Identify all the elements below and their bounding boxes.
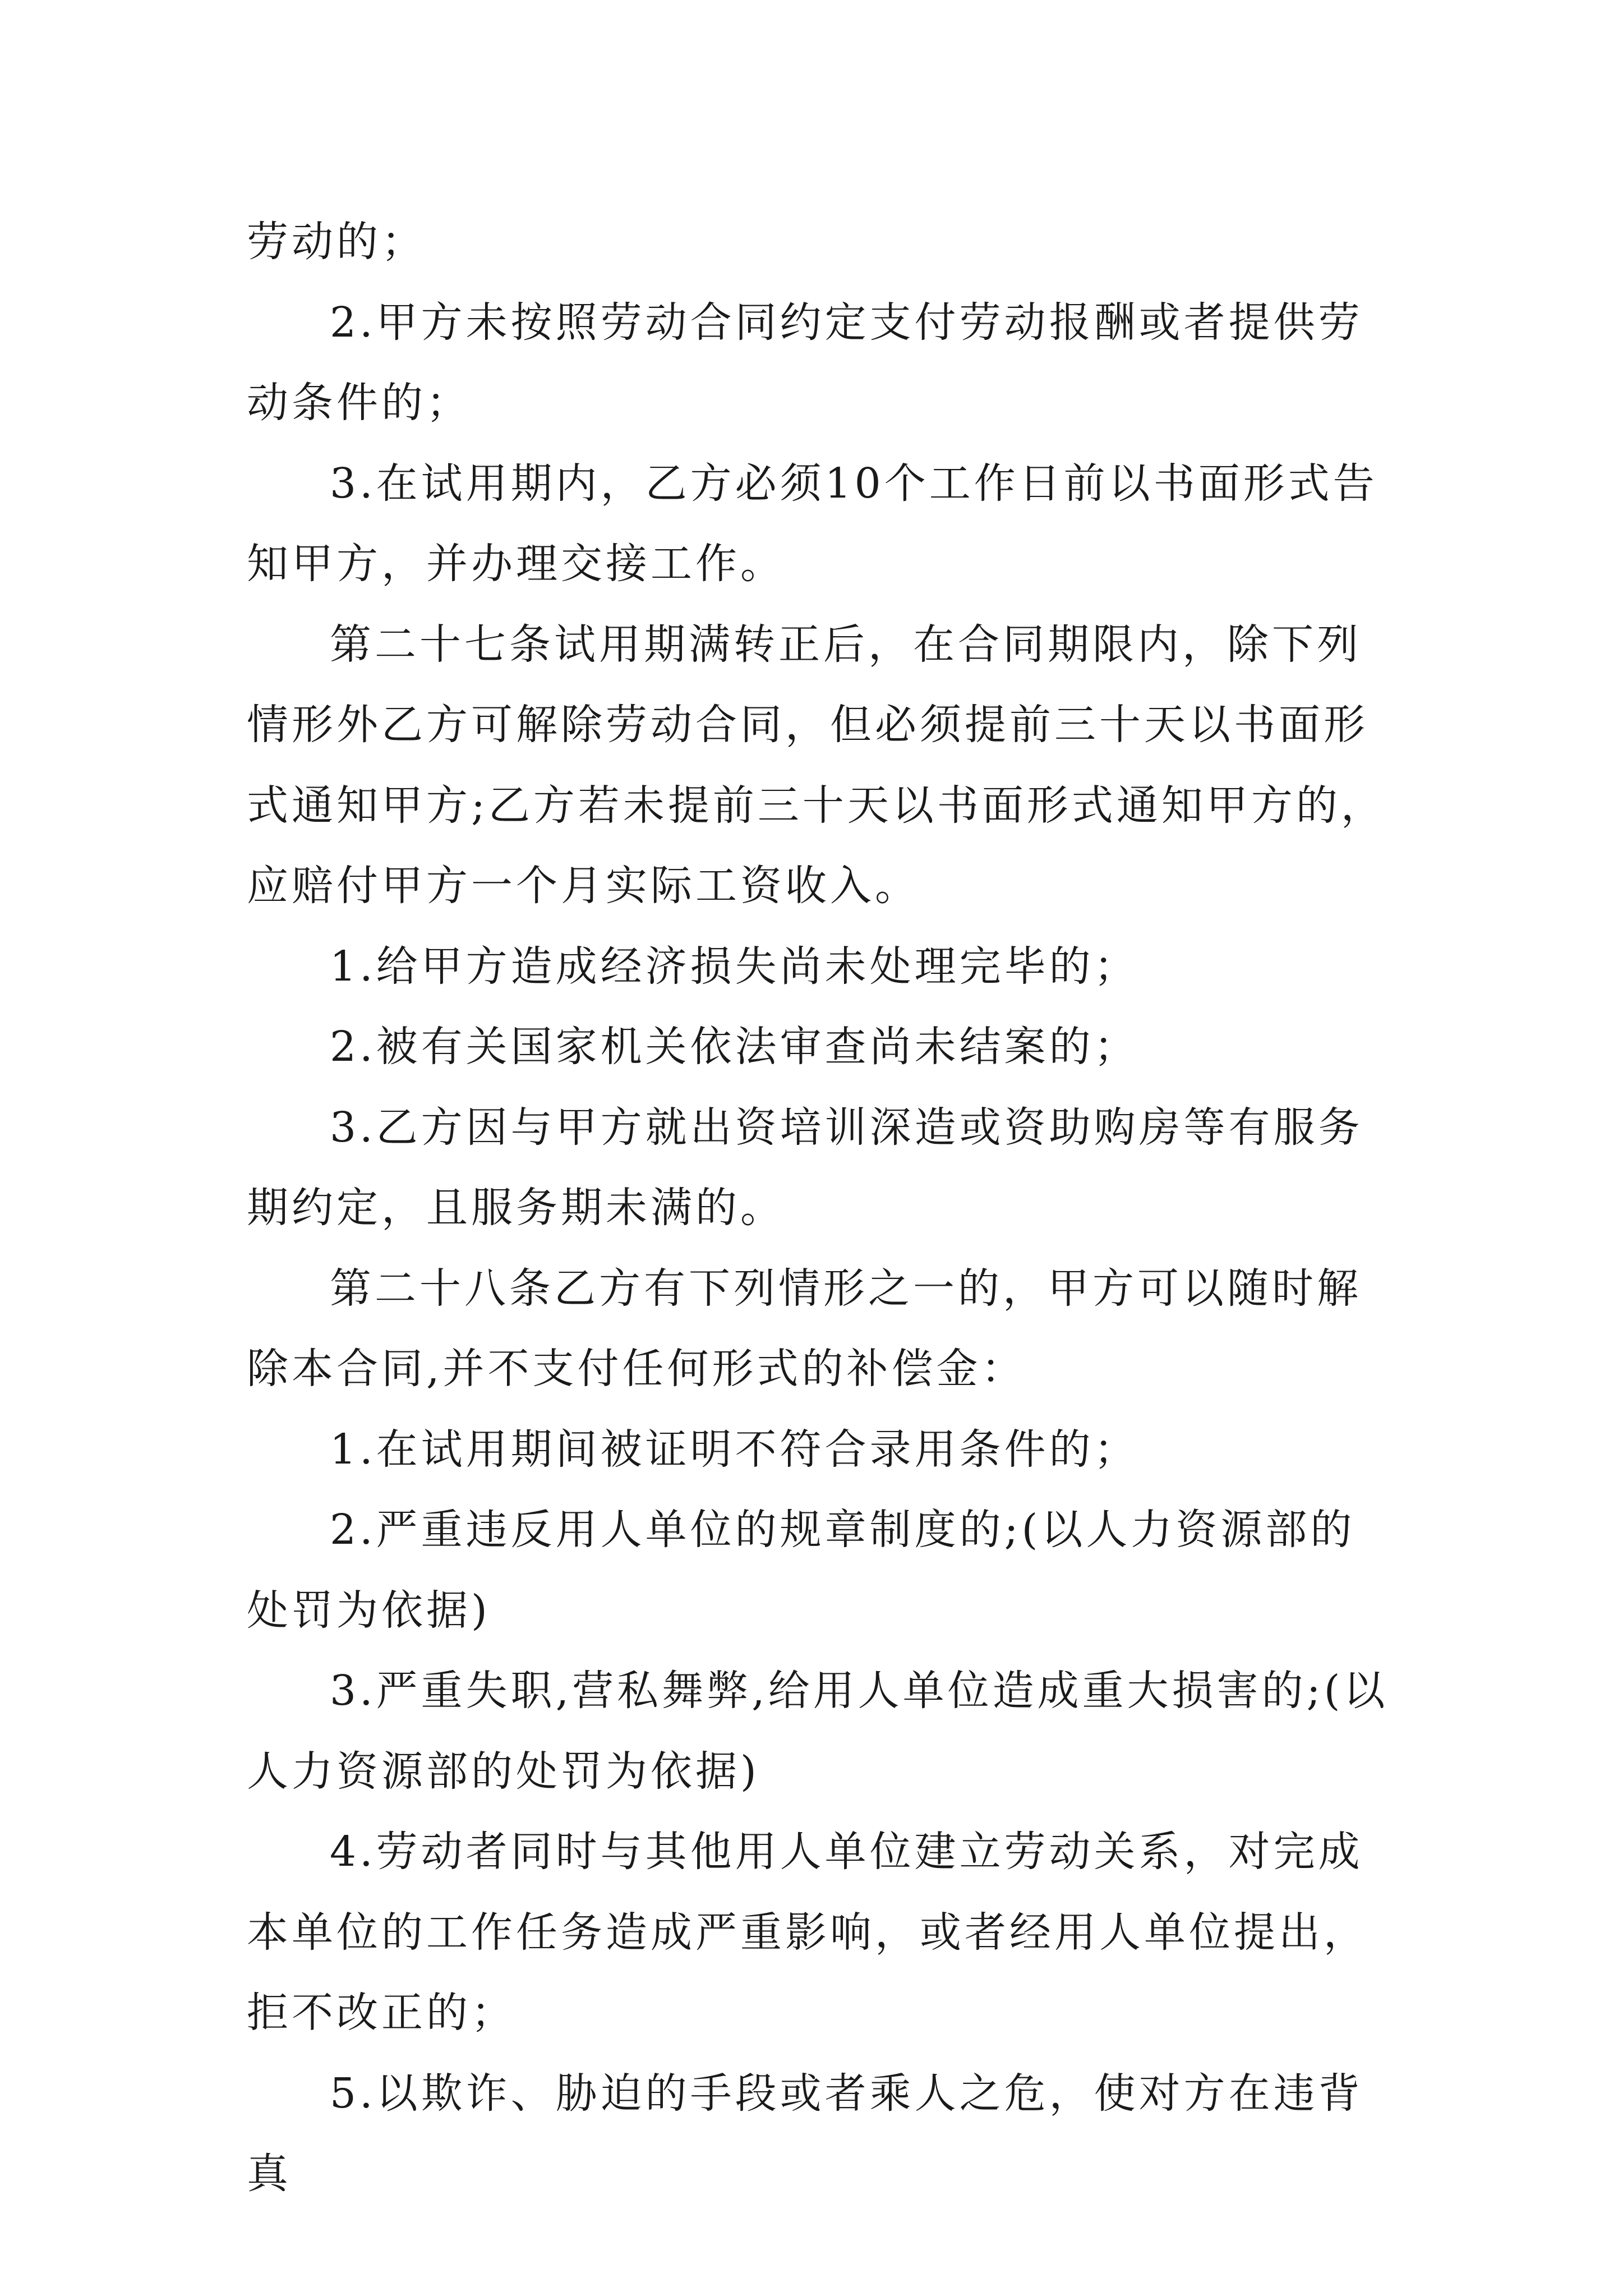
paragraph: 2.甲方未按照劳动合同约定支付劳动报酬或者提供劳动条件的； [247, 298, 1363, 427]
paragraph: 2.被有关国家机关依法审查尚未结案的； [330, 1023, 1139, 1071]
paragraph: 1.在试用期间被证明不符合录用条件的； [330, 1425, 1139, 1474]
paragraph: 3.在试用期内，乙方必须10个工作日前以书面形式告知甲方，并办理交接工作。 [247, 459, 1378, 588]
document-body [247, 202, 1391, 2215]
paragraph: 2.严重违反用人单位的规章制度的;(以人力资源部的处罚为依据) [247, 1506, 1355, 1635]
paragraph: 1.给甲方造成经济损失尚未处理完毕的； [330, 942, 1139, 991]
paragraph: 劳动的； [247, 218, 426, 266]
paragraph: 第二十八条乙方有下列情形之一的，甲方可以随时解除本合同,并不支付任何形式的补偿金： [247, 1264, 1362, 1393]
paragraph: 第二十七条试用期满转正后，在合同期限内，除下列情形外乙方可解除劳动合同，但必须提前三十天以书面形式通知甲方;乙方若未提前三十天以书面形式通知甲方的，应赔付甲方一个月实际工资收入。 [247, 620, 1386, 910]
paragraph: 3.严重失职,营私舞弊,给用人单位造成重大损害的;(以人力资源部的处罚为依据) [247, 1667, 1389, 1796]
paragraph: 3.乙方因与甲方就出资培训深造或资助购房等有服务期约定，且服务期未满的。 [247, 1103, 1363, 1232]
paragraph: 5.以欺诈、胁迫的手段或者乘人之危，使对方在违背真 [247, 2069, 1363, 2198]
paragraph: 4.劳动者同时与其他用人单位建立劳动关系，对完成本单位的工作任务造成严重影响，或者经用人单位提出，拒不改正的； [247, 1828, 1368, 2037]
